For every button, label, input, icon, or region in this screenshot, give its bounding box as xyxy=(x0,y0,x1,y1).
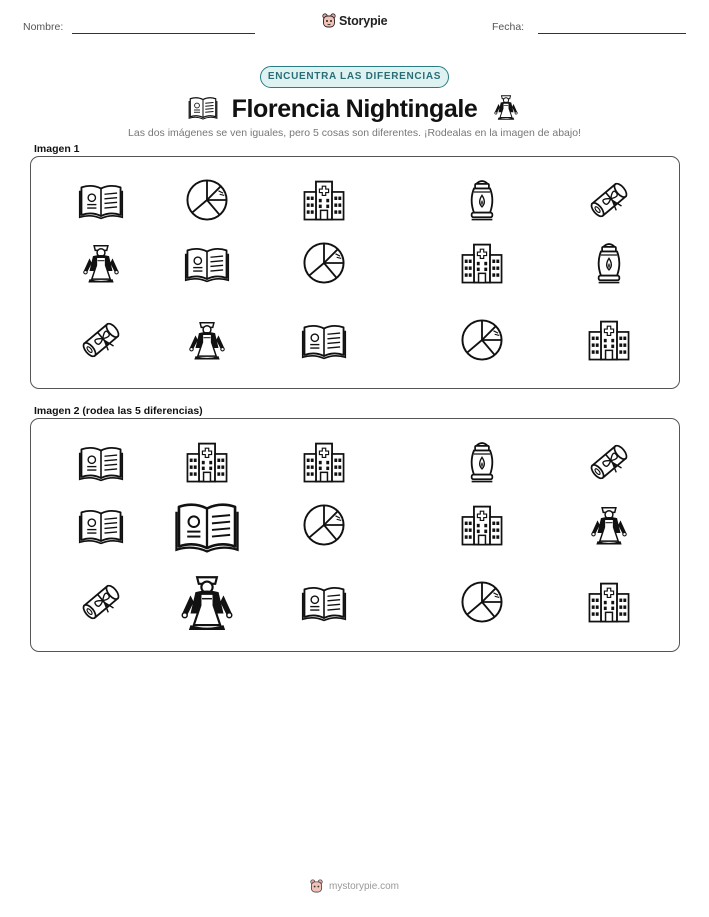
grid-item[interactable] xyxy=(586,502,632,548)
grid-item xyxy=(459,240,505,286)
grid-item xyxy=(78,240,124,286)
hospital-icon xyxy=(586,579,632,625)
name-label: Nombre: xyxy=(23,21,64,33)
nurse-icon xyxy=(491,92,521,122)
grid-item[interactable] xyxy=(174,569,240,635)
pie-chart-icon xyxy=(459,317,505,363)
grid-item[interactable] xyxy=(78,502,124,548)
title-book-icon xyxy=(188,92,218,127)
book-icon xyxy=(301,317,347,363)
pie-chart-icon xyxy=(459,579,505,625)
hospital-icon xyxy=(184,439,230,485)
hospital-icon xyxy=(301,439,347,485)
scroll-icon xyxy=(78,317,124,363)
grid-item[interactable] xyxy=(301,579,347,625)
image2-label: Imagen 2 (rodea las 5 diferencias) xyxy=(34,405,203,417)
grid-item[interactable] xyxy=(459,579,505,625)
nurse-icon xyxy=(78,240,124,286)
hospital-icon xyxy=(459,240,505,286)
brand-name: Storypie xyxy=(339,14,388,28)
grid-item xyxy=(459,317,505,363)
grid-item[interactable] xyxy=(301,502,347,548)
instructions: Las dos imágenes se ven iguales, pero 5 cosas son diferentes. ¡Rodealas en la imagen de abajo! xyxy=(128,127,581,139)
book-icon xyxy=(78,439,124,485)
grid-item[interactable] xyxy=(78,579,124,625)
grid-item xyxy=(301,240,347,286)
brand-logo xyxy=(322,13,387,29)
pie-chart-icon xyxy=(301,502,347,548)
grid-item xyxy=(586,317,632,363)
grid-item xyxy=(586,240,632,286)
grid-item xyxy=(184,177,230,223)
nurse-icon xyxy=(174,569,240,635)
storypie-mascot-icon xyxy=(322,13,336,29)
book-icon xyxy=(188,92,218,122)
grid-item[interactable] xyxy=(459,439,505,485)
scroll-icon xyxy=(78,579,124,625)
grid-item xyxy=(301,317,347,363)
scroll-icon xyxy=(586,177,632,223)
lantern-icon xyxy=(586,240,632,286)
activity-badge: ENCUENTRA LAS DIFERENCIAS xyxy=(260,66,449,88)
grid-item[interactable] xyxy=(174,492,240,558)
grid-item[interactable] xyxy=(301,439,347,485)
pie-chart-icon xyxy=(301,240,347,286)
grid-item[interactable] xyxy=(586,439,632,485)
book-icon xyxy=(78,502,124,548)
pie-chart-icon xyxy=(184,177,230,223)
title-nurse-icon xyxy=(491,92,521,127)
grid-item xyxy=(78,177,124,223)
grid-item xyxy=(78,317,124,363)
book-icon xyxy=(174,492,240,558)
hospital-icon xyxy=(586,317,632,363)
storypie-mascot-icon xyxy=(310,879,323,894)
grid-item xyxy=(586,177,632,223)
book-icon xyxy=(184,240,230,286)
book-icon xyxy=(78,177,124,223)
book-icon xyxy=(301,579,347,625)
grid-item xyxy=(184,240,230,286)
hospital-icon xyxy=(459,502,505,548)
name-field[interactable] xyxy=(72,33,255,34)
nurse-icon xyxy=(184,317,230,363)
nurse-icon xyxy=(586,502,632,548)
image1-label: Imagen 1 xyxy=(34,143,80,155)
lantern-icon xyxy=(459,177,505,223)
page-title: Florencia Nightingale xyxy=(231,95,478,123)
grid-item[interactable] xyxy=(78,439,124,485)
scroll-icon xyxy=(586,439,632,485)
footer xyxy=(0,879,709,894)
date-field[interactable] xyxy=(538,33,686,34)
hospital-icon xyxy=(301,177,347,223)
grid-item xyxy=(459,177,505,223)
grid-item[interactable] xyxy=(459,502,505,548)
grid-item[interactable] xyxy=(184,439,230,485)
grid-item[interactable] xyxy=(586,579,632,625)
lantern-icon xyxy=(459,439,505,485)
image1-panel xyxy=(30,156,680,389)
grid-item xyxy=(184,317,230,363)
image2-panel[interactable] xyxy=(30,418,680,652)
footer-url[interactable]: mystorypie.com xyxy=(328,881,399,892)
grid-item xyxy=(301,177,347,223)
date-label: Fecha: xyxy=(492,21,525,33)
title-row xyxy=(0,92,709,127)
